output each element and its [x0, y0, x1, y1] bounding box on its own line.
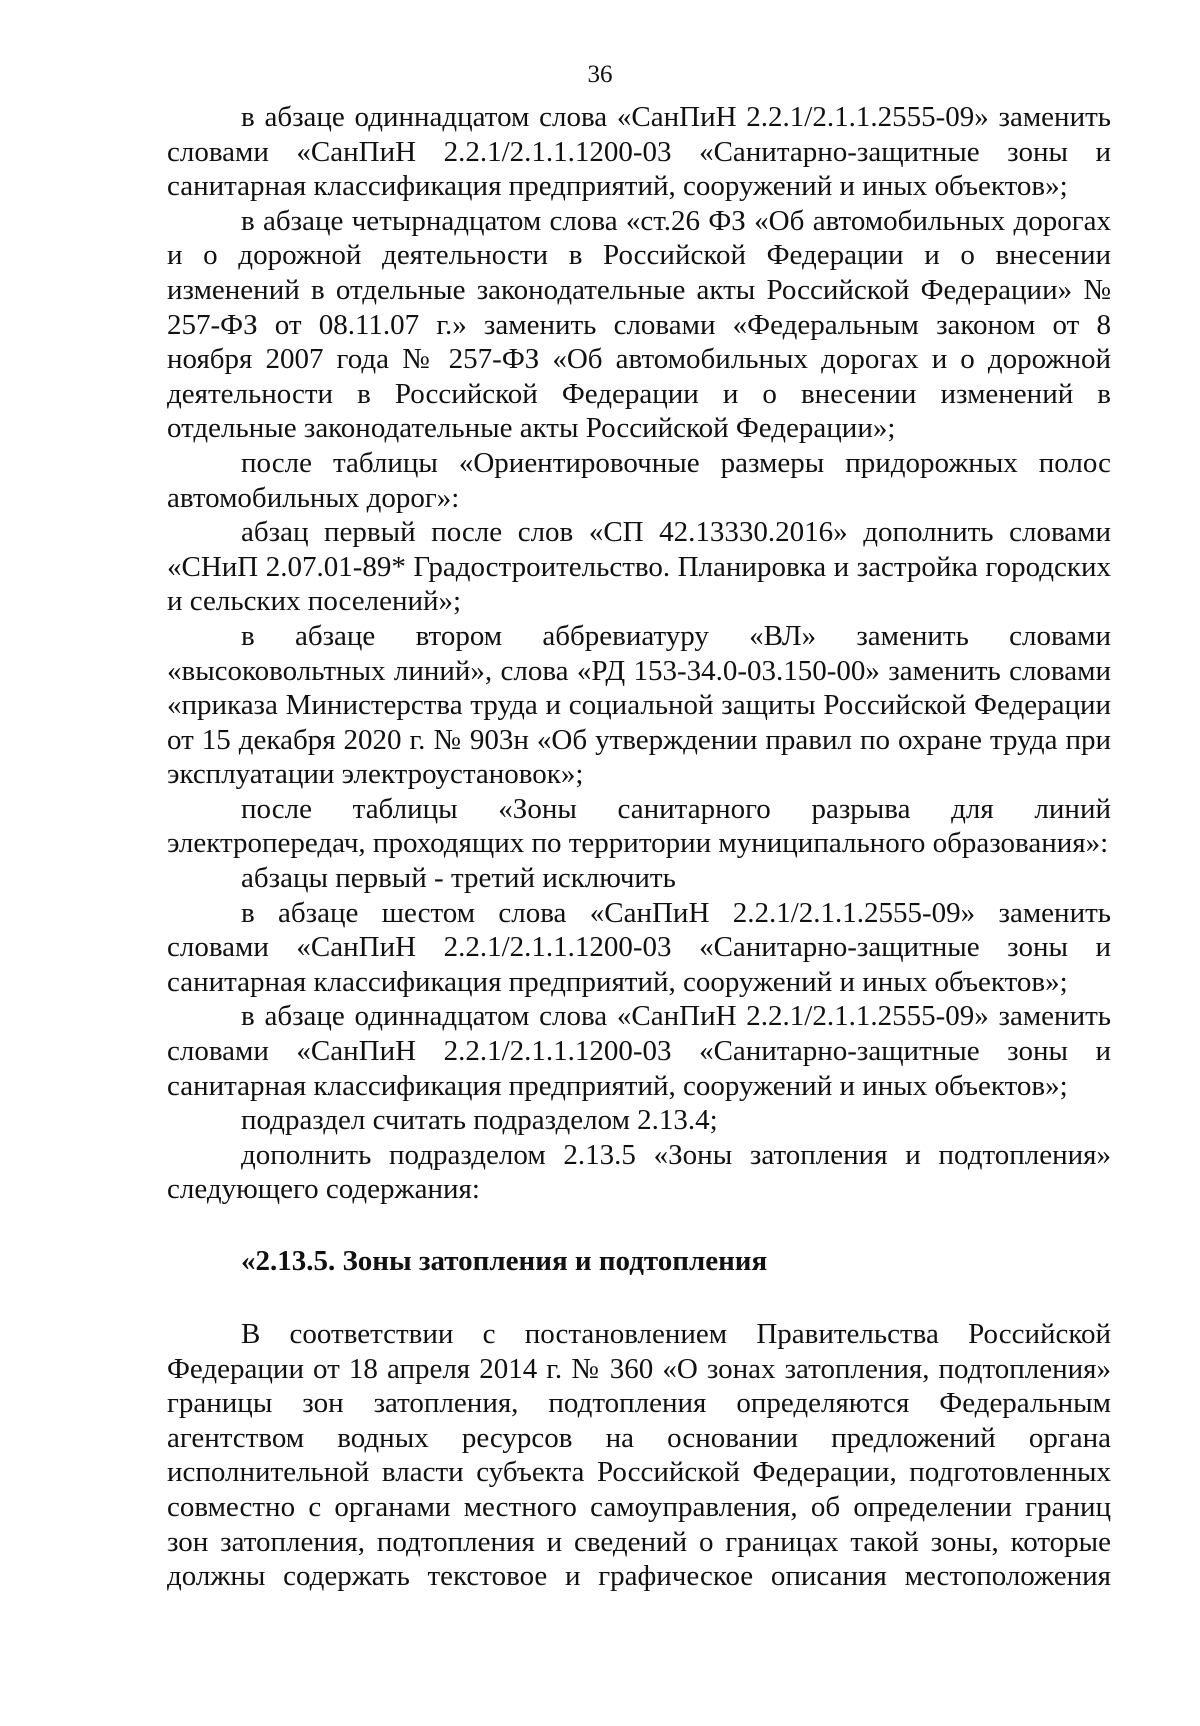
paragraph-after-sanitary-gap-table: после таблицы «Зоны санитарного разрыва для линий электропередач, проходящих по территории муниципального образования»:: [167, 792, 1111, 860]
section-paragraph: В соответствии с постановлением Правительства Российской Федерации от 18 апреля 2014 г. № 360 «О зонах затопления, подтопления» границы зон затопления, подтопления определяются Федеральным агентством водных ресурсов на основании предложений органа исполнительной власти субъекта Российской Федерации, подготовленных совместно с органами местного самоуправления, об определении границ зон затопления, подтопления и сведений о границах такой зоны, которые должны содержать текстовое и графическое описания местоположения: [167, 1318, 1111, 1593]
section-body: [167, 1317, 1111, 1594]
page-number: 36: [587, 61, 613, 88]
paragraph-eleventh-amendment: в абзаце одиннадцатом слова «СанПиН 2.2.1/2.1.1.2555-09» заменить словами «СанПиН 2.2.1/2.1.1.1200-03 «Санитарно-защитные зоны и санитарная классификация предприятий, сооружений и иных объектов»;: [167, 101, 1111, 203]
section-heading: «2.13.5. Зоны затопления и подтопления: [241, 1245, 768, 1277]
paragraph-renumber-subsection: подраздел считать подразделом 2.13.4;: [241, 1104, 718, 1137]
paragraph-first-after-sp: абзац первый после слов «СП 42.13330.2016» дополнить словами «СНиП 2.07.01-89* Градостроительство. Планировка и застройка городских и сельских поселений»;: [167, 516, 1111, 618]
paragraph-after-roadside-table: после таблицы «Ориентировочные размеры придорожных полос автомобильных дорог»:: [167, 446, 1111, 514]
paragraph-add-subsection: дополнить подразделом 2.13.5 «Зоны затопления и подтопления» следующего содержания:: [167, 1138, 1111, 1206]
paragraph-sixth-amendment: в абзаце шестом слова «СанПиН 2.2.1/2.1.1.2555-09» заменить словами «СанПиН 2.2.1/2.1.1.1200-03 «Санитарно-защитные зоны и санитарная классификация предприятий, сооружений и иных объектов»;: [167, 896, 1111, 998]
paragraph-fourteenth-amendment: в абзаце четырнадцатом слова «ст.26 ФЗ «Об автомобильных дорогах и о дорожной деятельности в Российской Федерации и о внесении изменений в отдельные законодательные акты Российской Федерации» № 257-ФЗ от 08.11.07 г.» заменить словами «Федеральным законом от 8 ноября 2007 года № 257-ФЗ «Об автомобильных дорогах и о дорожной деятельности в Российской Федерации и о внесении изменений в отдельные законодательные акты Российской Федерации»;: [167, 204, 1111, 445]
amendments-text: [167, 100, 1111, 1207]
paragraph-second-vl: в абзаце втором аббревиатуру «ВЛ» заменить словами «высоковольтных линий», слова «РД 153-34.0-03.150-00» заменить словами «приказа Министерства труда и социальной защиты Российской Федерации от 15 декабря 2020 г. № 903н «Об утверждении правил по охране труда при эксплуатации электроустановок»;: [167, 619, 1111, 791]
paragraph-eleventh-amendment-2: в абзаце одиннадцатом слова «СанПиН 2.2.1/2.1.1.2555-09» заменить словами «СанПиН 2.2.1/2.1.1.1200-03 «Санитарно-защитные зоны и санитарная классификация предприятий, сооружений и иных объектов»;: [167, 1000, 1111, 1102]
paragraph-exclude-first-third: абзацы первый - третий исключить: [241, 862, 676, 895]
